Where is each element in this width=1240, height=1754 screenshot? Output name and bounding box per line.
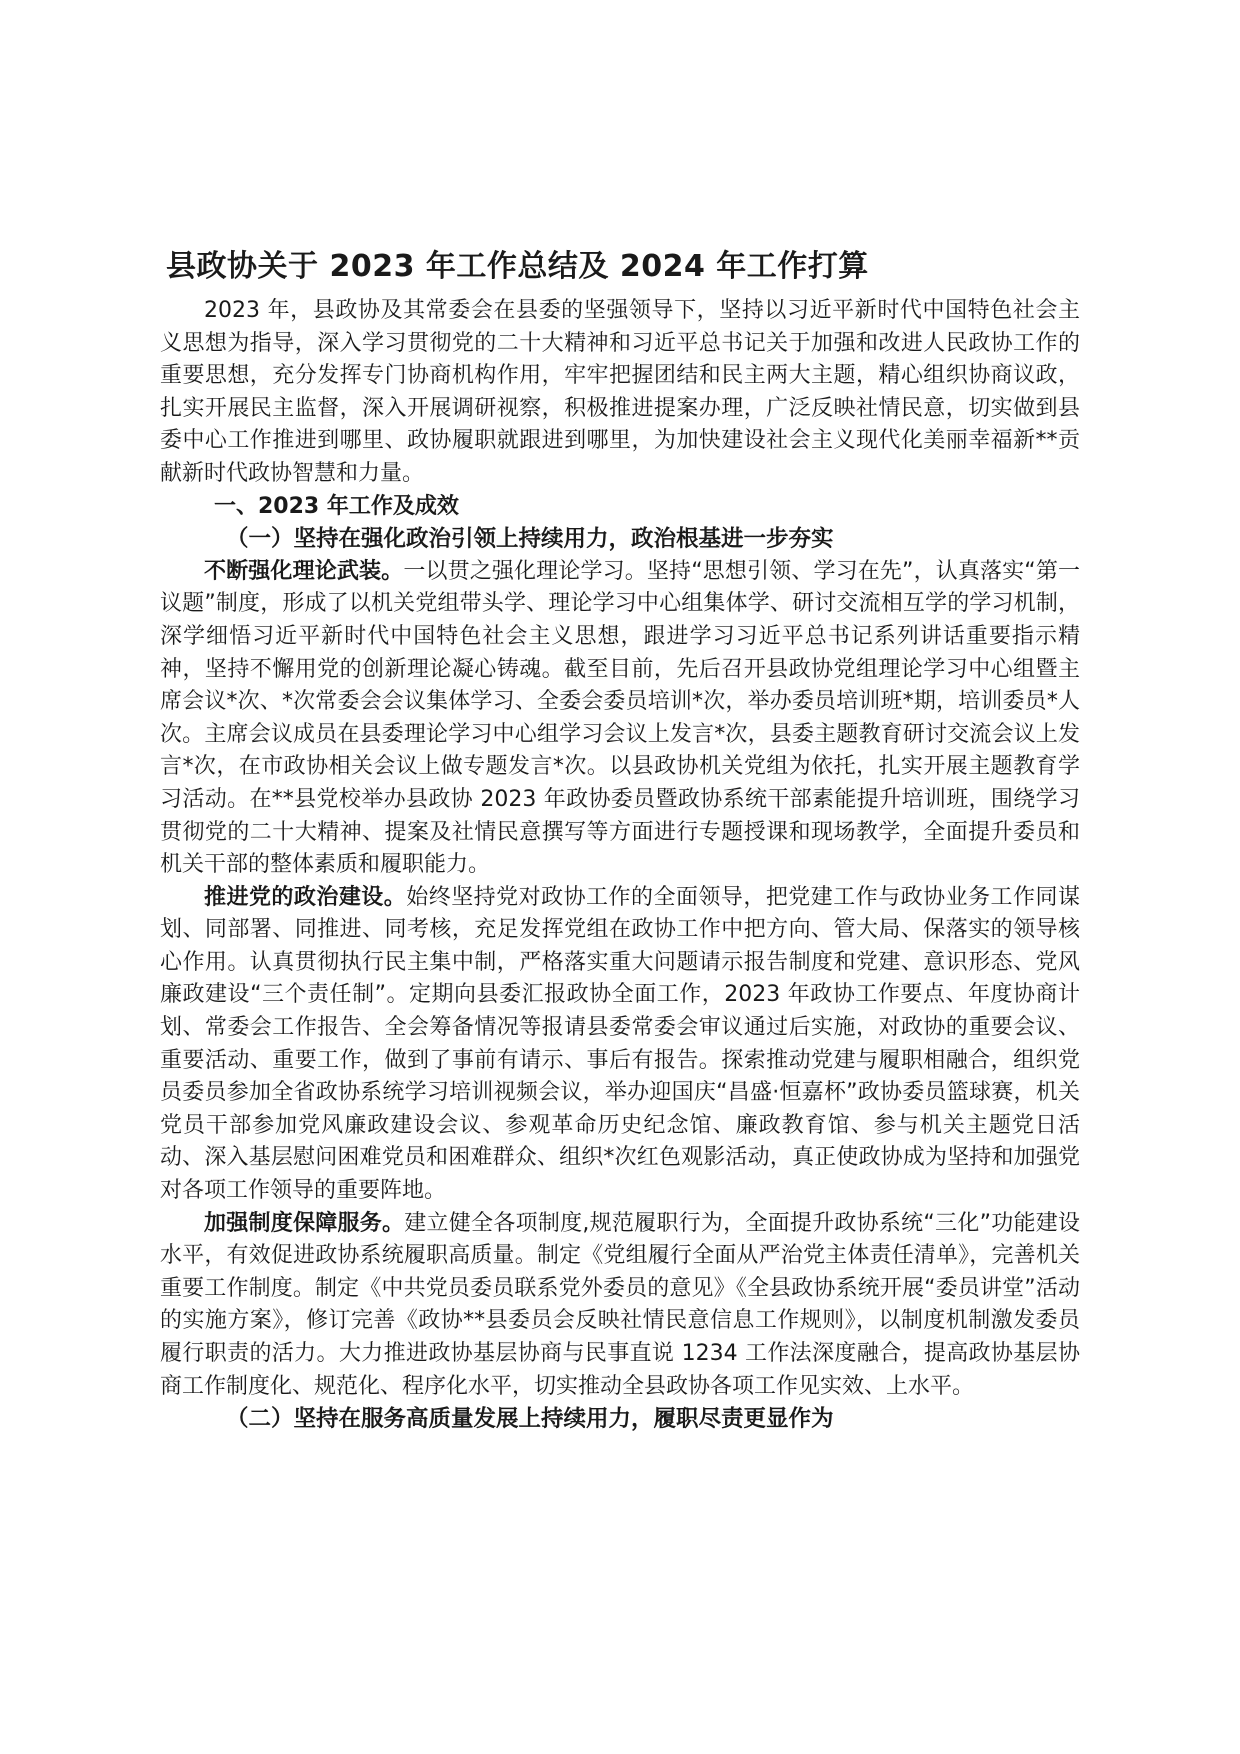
intro-paragraph: 2023 年，县政协及其常委会在县委的坚强领导下，坚持以习近平新时代中国特色社会主义思想为指导，深入学习贯彻党的二十大精神和习近平总书记关于加强和改进人民政协工作的重要思想，充分发挥专门协商机构作用，牢牢把握团结和民主两大主题，精心组织协商议政，扎实开展民主监督，深入开展调研视察，积极推进提案办理，广泛反映社情民意，切实做到县委中心工作推进到哪里、政协履职就跟进到哪里，为加快建设社会主义现代化美丽幸福新**贡献新时代政协智慧和力量。 <box>160 298 1080 486</box>
document-page <box>160 245 1080 1436</box>
paragraph-body: 建立健全各项制度,规范履职行为，全面提升政协系统“三化”功能建设水平，有效促进政协系统履职高质量。制定《党组履行全面从严治党主体责任清单》，完善机关重要工作制度。制定《中共党员委员联系党外委员的意见》《全县政协系统开展“委员讲堂”活动的实施方案》，修订完善《政协**县委员会反映社情民意信息工作规则》，以制度机制激发委员履行职责的活力。大力推进政协基层协商与民事直说 1234 工作法深度融合，提高政协基层协商工作制度化、规范化、程序化水平，切实推动全县政协各项工作见实效、上水平。 <box>160 1210 1080 1399</box>
subsection-heading-1: （一）坚持在强化政治引领上持续用力，政治根基进一步夯实 <box>226 526 834 553</box>
paragraph-lead: 加强制度保障服务。 <box>204 1210 405 1236</box>
paragraph-lead: 不断强化理论武装。 <box>204 558 404 584</box>
subsection-heading-2: （二）坚持在服务高质量发展上持续用力，履职尽责更显作为 <box>226 1406 834 1433</box>
document-title: 县政协关于 2023 年工作总结及 2024 年工作打算 <box>166 249 869 284</box>
paragraph-body: 一以贯之强化理论学习。坚持“思想引领、学习在先”，认真落实“第一议题”制度，形成了以机关党组带头学、理论学习中心组集体学、研讨交流相互学的学习机制，深学细悟习近平新时代中国特色社会主义思想，跟进学习习近平总书记系列讲话重要指示精神，坚持不懈用党的创新理论凝心铸魂。截至目前，先后召开县政协党组理论学习中心组暨主席会议*次、*次常委会会议集体学习、全委会委员培训*次，举办委员培训班*期，培训委员*人次。主席会议成员在县委理论学习中心组学习会议上发言*次，县委主题教育研讨交流会议上发言*次，在市政协相关会议上做专题发言*次。以县政协机关党组为依托，扎实开展主题教育学习活动。在**县党校举办县政协 2023 年政协委员暨政协系统干部素能提升培训班，围绕学习贯彻党的二十大精神、提案及社情民意撰写等方面进行专题授课和现场教学，全面提升委员和机关干部的整体素质和履职能力。 <box>160 558 1080 878</box>
paragraph-body: 始终坚持党对政协工作的全面领导，把党建工作与政协业务工作同谋划、同部署、同推进、同考核，充足发挥党组在政协工作中把方向、管大局、保落实的领导核心作用。认真贯彻执行民主集中制，严格落实重大问题请示报告制度和党建、意识形态、党风廉政建设“三个责任制”。定期向县委汇报政协全面工作，2023 年政协工作要点、年度协商计划、常委会工作报告、全会筹备情况等报请县委常委会审议通过后实施，对政协的重要会议、重要活动、重要工作，做到了事前有请示、事后有报告。探索推动党建与履职相融合，组织党员委员参加全省政协系统学习培训视频会议，举办迎国庆“昌盛·恒嘉杯”政协委员篮球赛，机关党员干部参加党风廉政建设会议、参观革命历史纪念馆、廉政教育馆、参与机关主题党日活动、深入基层慰问困难党员和困难群众、组织*次红色观影活动，真正使政协成为坚持和加强党对各项工作领导的重要阵地。 <box>160 884 1080 1204</box>
paragraph-lead: 推进党的政治建设。 <box>204 884 407 910</box>
paragraph-theory <box>160 556 1080 882</box>
paragraph-party-building <box>160 882 1080 1208</box>
paragraph-institution <box>160 1208 1080 1404</box>
section-heading-1: 一、2023 年工作及成效 <box>214 493 459 519</box>
